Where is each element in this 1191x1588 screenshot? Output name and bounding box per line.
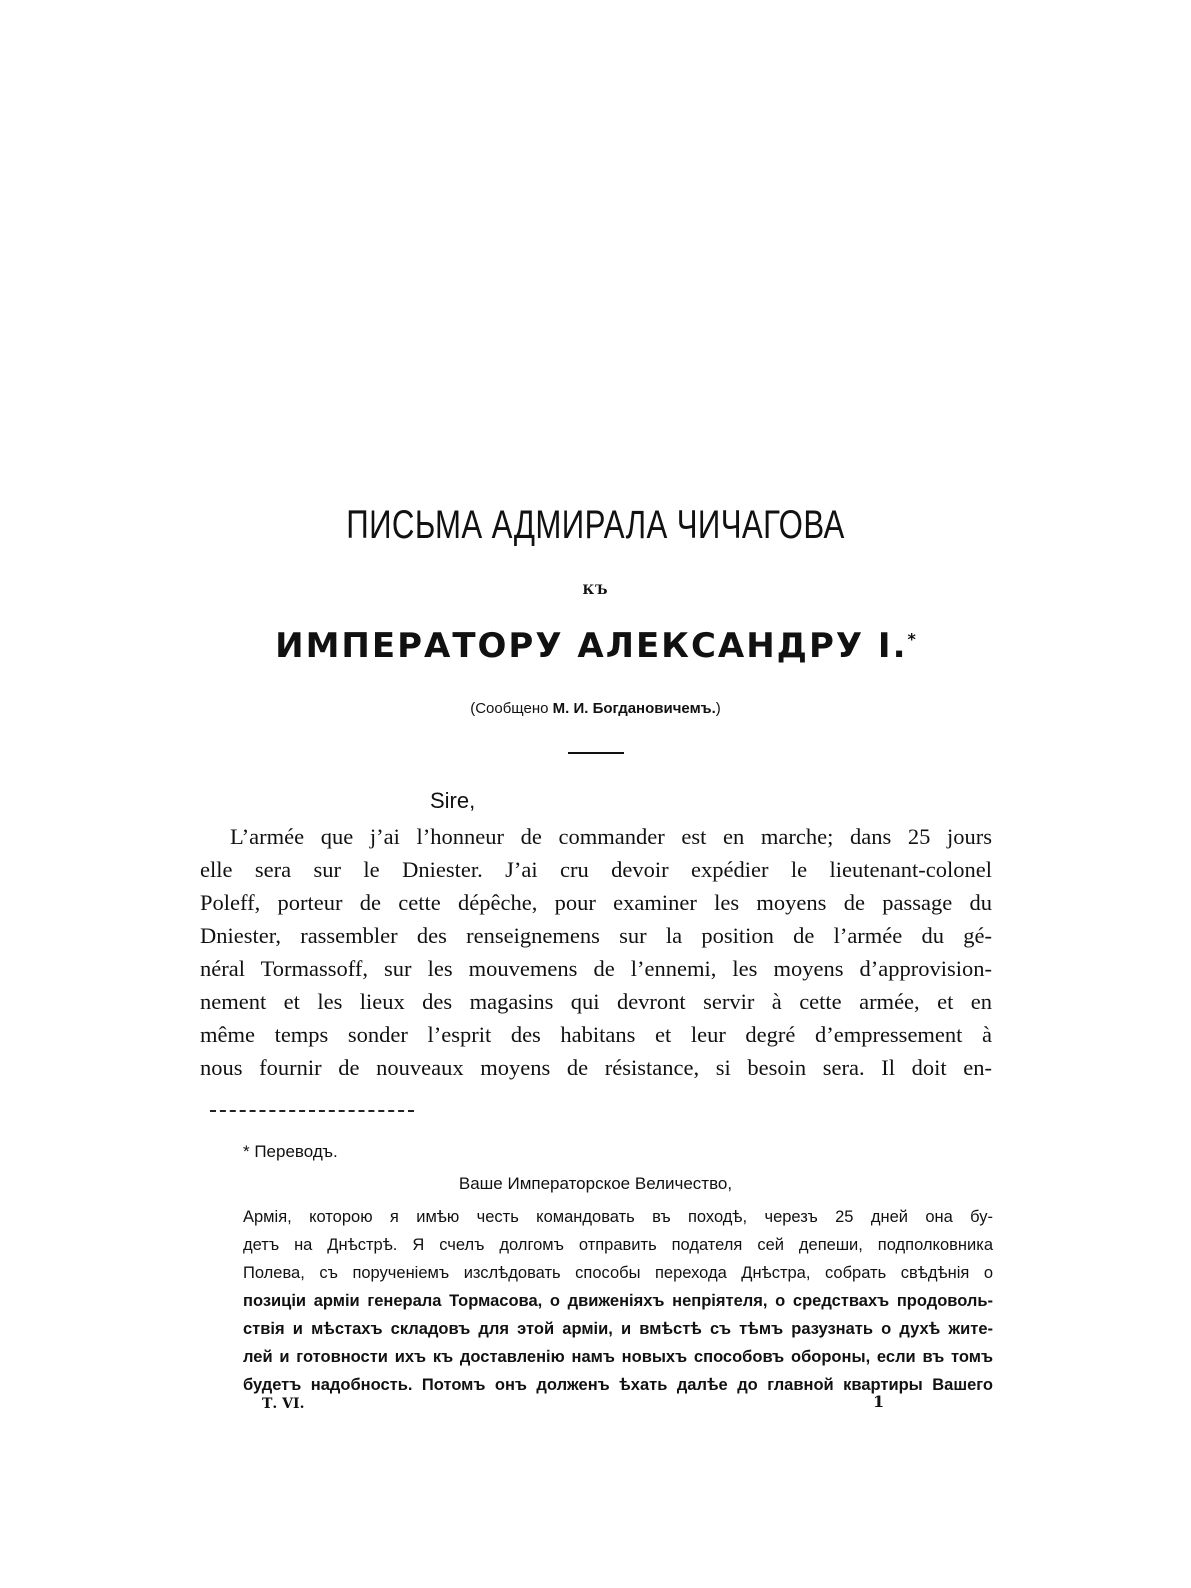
subtitle-text: ИМПЕРАТОРУ АЛЕКСАНДРУ I. <box>275 626 908 666</box>
footnote-divider <box>210 1110 414 1112</box>
title-preposition: КЪ <box>582 583 609 598</box>
letter-line: même temps sonder l’esprit des habitans et leur degré d’empressement à <box>200 1022 992 1047</box>
letter-line: Dniester, rassembler des renseignemens sur la position de l’armée du gé- <box>200 923 992 948</box>
letter-line: néral Tormassoff, sur les mouvemens de l’ennemi, les moyens d’approvision- <box>200 956 992 981</box>
footnote-line: лей и готовности ихъ къ доставленію намъ новыхъ способовъ обороны, если въ томъ <box>243 1348 993 1366</box>
footnote-line: Полева, съ порученіемъ изслѣдовать способы перехода Днѣстра, собрать свѣдѣнія о <box>243 1264 993 1282</box>
credit-name: М. И. Богдановичемъ. <box>552 700 716 717</box>
footnote-line: ствія и мѣстахъ складовъ для этой арміи, и вмѣстѣ съ тѣмъ разузнать о духѣ жите- <box>243 1320 993 1338</box>
letter-line: Poleff, porteur de cette dépêche, pour examiner les moyens de passage du <box>200 890 992 915</box>
letter-line: L’armée que j’ai l’honneur de commander est en marche; dans 25 jours <box>230 824 992 849</box>
credit-line <box>0 700 1191 717</box>
footnote-line: будетъ надобность. Потомъ онъ долженъ ѣхать далѣе до главной квартиры Вашего <box>243 1376 993 1394</box>
credit-prefix: (Сообщено <box>470 700 549 717</box>
footnote-reference: * <box>907 629 916 649</box>
page-subtitle <box>0 626 1191 666</box>
footnote-line: позиціи арміи генерала Тормасова, о движеніяхъ непріятеля, о средствахъ продоволь- <box>243 1292 993 1310</box>
letter-line: nement et les lieux des magasins qui devront servir à cette armée, et en <box>200 989 992 1014</box>
footnote-marker: * Переводъ. <box>243 1142 338 1161</box>
volume-signature: Т. VI. <box>262 1396 305 1412</box>
page-number: 1 <box>873 1392 885 1411</box>
credit-suffix: ) <box>715 700 721 717</box>
letter-line: elle sera sur le Dniester. J’ai cru devoir expédier le lieutenant-colonel <box>200 857 992 882</box>
footnote-line: Армія, которою я имѣю честь командовать въ походѣ, черезъ 25 дней она бу- <box>243 1208 993 1226</box>
letter-line: nous fournir de nouveaux moyens de résistance, si besoin sera. Il doit en- <box>200 1055 992 1080</box>
title-divider <box>568 752 624 754</box>
page-title: ПИСЬМА АДМИРАЛА ЧИЧАГОВА <box>346 503 845 547</box>
letter-salutation: Sire, <box>430 788 476 813</box>
footnote-body <box>243 1203 993 1399</box>
footnote-salutation: Ваше Императорское Величество, <box>458 1174 733 1193</box>
footnote-line: детъ на Днѣстрѣ. Я счелъ долгомъ отправить подателя сей депеши, подполковника <box>243 1236 993 1254</box>
letter-body <box>200 820 992 1084</box>
